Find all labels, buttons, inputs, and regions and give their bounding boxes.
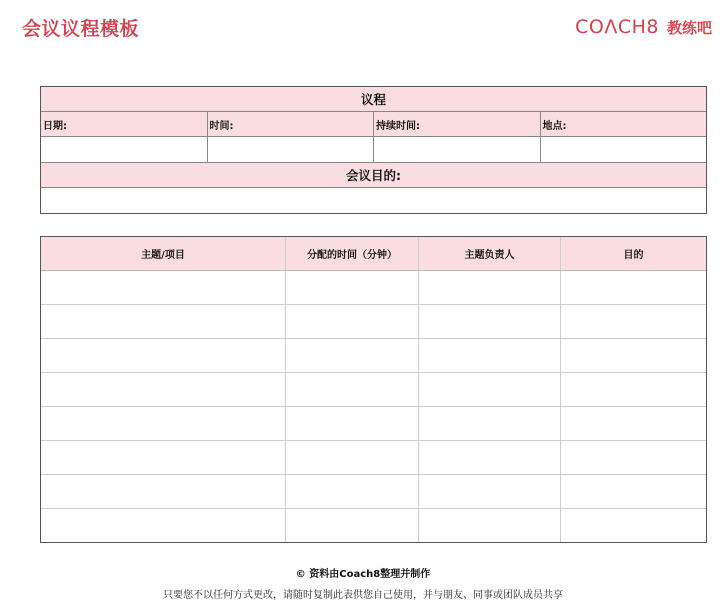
purpose-column-header: 目的 [623, 250, 644, 261]
allocated-time-cell[interactable] [286, 407, 419, 440]
time-label: 时间: [208, 112, 375, 136]
allocated-time-cell[interactable] [286, 441, 419, 474]
table-row [41, 441, 706, 475]
topic-cell[interactable] [41, 339, 286, 372]
date-field[interactable] [41, 137, 208, 162]
date-label: 日期: [41, 112, 208, 136]
allocated-time-column-header: 分配的时间（分钟） [286, 237, 419, 270]
purpose-cell[interactable] [561, 441, 706, 474]
purpose-cell[interactable] [561, 475, 706, 508]
allocated-time-cell[interactable] [286, 373, 419, 406]
topic-cell[interactable] [41, 475, 286, 508]
allocated-time-cell[interactable] [286, 305, 419, 338]
topic-cell[interactable] [41, 509, 286, 542]
topic-cell[interactable] [41, 441, 286, 474]
agenda-label-row [41, 112, 706, 137]
table-row [41, 407, 706, 441]
allocated-time-cell[interactable] [286, 509, 419, 542]
allocated-time-cell[interactable] [286, 475, 419, 508]
purpose-cell[interactable] [561, 271, 706, 304]
topic-cell[interactable] [41, 407, 286, 440]
topic-owner-cell[interactable] [419, 271, 561, 304]
agenda-table [40, 86, 707, 214]
purpose-cell[interactable] [561, 509, 706, 542]
table-row [41, 509, 706, 542]
page-title: 会议议程模板 [22, 18, 140, 40]
topic-owner-cell[interactable] [419, 407, 561, 440]
topic-column-header: 主题/项目 [41, 237, 286, 270]
table-row [41, 339, 706, 373]
allocated-time-cell[interactable] [286, 339, 419, 372]
topic-owner-cell[interactable] [419, 441, 561, 474]
location-field[interactable] [541, 137, 707, 162]
duration-label: 持续时间: [374, 112, 541, 136]
duration-field[interactable] [374, 137, 541, 162]
purpose-cell[interactable] [561, 373, 706, 406]
purpose-cell[interactable] [561, 339, 706, 372]
topic-owner-cell[interactable] [419, 339, 561, 372]
table-row [41, 373, 706, 407]
meeting-purpose-label: 会议目的: [41, 163, 706, 188]
agenda-input-row [41, 137, 706, 163]
time-field[interactable] [208, 137, 375, 162]
meeting-purpose-field[interactable] [41, 188, 706, 213]
table-row [41, 475, 706, 509]
purpose-cell[interactable] [561, 407, 706, 440]
coach8-logo-mark: COΛCH8 [575, 16, 659, 38]
location-label: 地点: [542, 120, 567, 132]
topic-owner-cell[interactable] [419, 373, 561, 406]
allocated-time-cell[interactable] [286, 271, 419, 304]
agenda-title: 议程 [41, 87, 706, 112]
topic-owner-cell[interactable] [419, 305, 561, 338]
topic-owner-cell[interactable] [419, 509, 561, 542]
topic-cell[interactable] [41, 373, 286, 406]
topics-table [40, 236, 707, 543]
topic-cell[interactable] [41, 305, 286, 338]
brand-logo [575, 16, 712, 38]
table-row [41, 271, 706, 305]
table-row [41, 305, 706, 339]
topics-header-row [41, 237, 706, 271]
footer-note: 只要您不以任何方式更改，请随时复制此表供您自己使用，并与朋友、同事或团队成员共享 [163, 590, 563, 601]
footer-copyright: © 资料由Coach8整理并制作 [295, 569, 431, 580]
purpose-cell[interactable] [561, 305, 706, 338]
topic-owner-cell[interactable] [419, 475, 561, 508]
topic-owner-column-header: 主题负责人 [419, 237, 561, 270]
coach8-logo-text: 教练吧 [666, 18, 712, 37]
topic-cell[interactable] [41, 271, 286, 304]
